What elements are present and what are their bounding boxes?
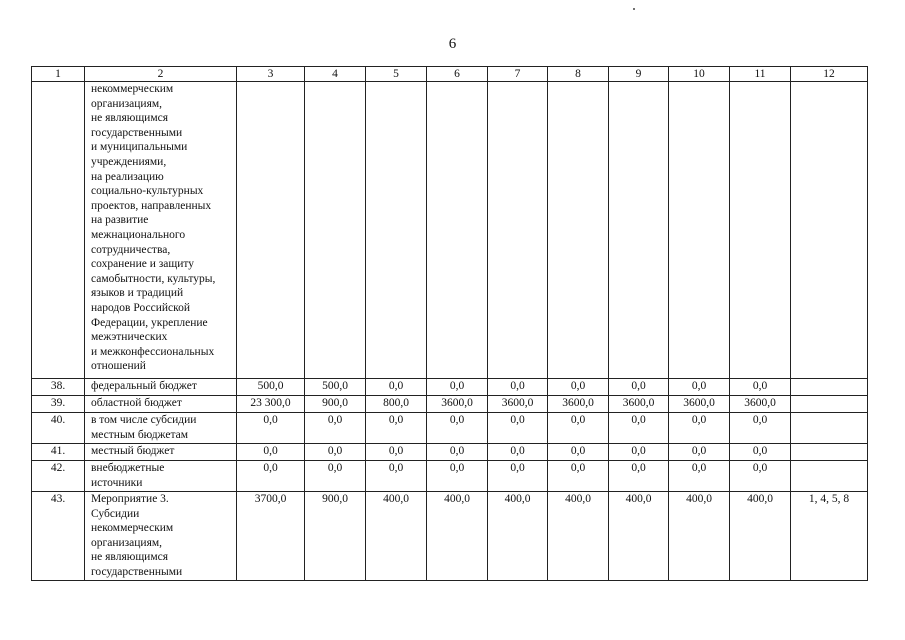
value-cell xyxy=(609,82,669,379)
header-cell: 11 xyxy=(730,67,791,82)
value-cell: 3700,0 xyxy=(237,492,305,581)
value-cell: 400,0 xyxy=(730,492,791,581)
reference-cell xyxy=(791,413,868,444)
row-number: 43. xyxy=(32,492,85,581)
value-cell: 400,0 xyxy=(669,492,730,581)
value-cell: 0,0 xyxy=(669,413,730,444)
header-cell: 9 xyxy=(609,67,669,82)
row-description: внебюджетные источники xyxy=(85,461,237,492)
row-description: федеральный бюджет xyxy=(85,379,237,396)
row-number: 41. xyxy=(32,444,85,461)
reference-cell xyxy=(791,444,868,461)
header-cell: 10 xyxy=(669,67,730,82)
value-cell xyxy=(366,82,427,379)
value-cell: 0,0 xyxy=(427,444,488,461)
table-row xyxy=(32,396,868,413)
value-cell: 0,0 xyxy=(548,413,609,444)
header-cell: 6 xyxy=(427,67,488,82)
header-cell: 7 xyxy=(488,67,548,82)
table-row xyxy=(32,444,868,461)
value-cell: 500,0 xyxy=(305,379,366,396)
value-cell xyxy=(305,82,366,379)
header-cell: 4 xyxy=(305,67,366,82)
table-header-row xyxy=(32,67,868,82)
value-cell: 400,0 xyxy=(488,492,548,581)
value-cell xyxy=(548,82,609,379)
value-cell: 0,0 xyxy=(366,444,427,461)
value-cell: 500,0 xyxy=(237,379,305,396)
header-cell: 3 xyxy=(237,67,305,82)
value-cell: 800,0 xyxy=(366,396,427,413)
row-description: местный бюджет xyxy=(85,444,237,461)
value-cell: 3600,0 xyxy=(730,396,791,413)
value-cell: 0,0 xyxy=(669,379,730,396)
value-cell: 0,0 xyxy=(366,461,427,492)
value-cell: 400,0 xyxy=(548,492,609,581)
table-row xyxy=(32,82,868,379)
value-cell xyxy=(237,82,305,379)
value-cell: 400,0 xyxy=(427,492,488,581)
value-cell: 0,0 xyxy=(548,461,609,492)
value-cell: 0,0 xyxy=(305,461,366,492)
reference-cell xyxy=(791,82,868,379)
value-cell: 0,0 xyxy=(669,461,730,492)
value-cell: 0,0 xyxy=(366,413,427,444)
header-cell: 2 xyxy=(85,67,237,82)
value-cell: 0,0 xyxy=(609,379,669,396)
value-cell: 3600,0 xyxy=(427,396,488,413)
table-row xyxy=(32,413,868,444)
value-cell: 0,0 xyxy=(488,379,548,396)
row-number: 42. xyxy=(32,461,85,492)
value-cell: 0,0 xyxy=(730,444,791,461)
value-cell: 0,0 xyxy=(488,461,548,492)
row-number: 40. xyxy=(32,413,85,444)
row-description: в том числе субсидии местным бюджетам xyxy=(85,413,237,444)
value-cell: 0,0 xyxy=(427,379,488,396)
value-cell: 0,0 xyxy=(730,379,791,396)
value-cell: 3600,0 xyxy=(488,396,548,413)
header-cell: 8 xyxy=(548,67,609,82)
header-cell: 1 xyxy=(32,67,85,82)
value-cell: 0,0 xyxy=(427,413,488,444)
value-cell: 3600,0 xyxy=(609,396,669,413)
value-cell: 400,0 xyxy=(609,492,669,581)
value-cell xyxy=(730,82,791,379)
row-description: некоммерческим организациям, не являющимся государственными и муниципальными учреждениями, на реализацию социально-культурных проектов, направленных на развитие межнационального сотрудничества, сохранение и защиту самобытности, культуры, языков и традиций народов Российской Федерации, укрепление межэтнических и межконфессиональных отношений xyxy=(85,82,237,379)
value-cell: 0,0 xyxy=(488,413,548,444)
value-cell: 900,0 xyxy=(305,492,366,581)
value-cell xyxy=(427,82,488,379)
value-cell: 900,0 xyxy=(305,396,366,413)
value-cell: 0,0 xyxy=(548,444,609,461)
value-cell: 3600,0 xyxy=(548,396,609,413)
value-cell: 0,0 xyxy=(609,413,669,444)
value-cell: 0,0 xyxy=(669,444,730,461)
value-cell: 3600,0 xyxy=(669,396,730,413)
value-cell: 0,0 xyxy=(427,461,488,492)
reference-cell xyxy=(791,461,868,492)
value-cell: 0,0 xyxy=(548,379,609,396)
header-cell: 5 xyxy=(366,67,427,82)
row-description: областной бюджет xyxy=(85,396,237,413)
row-number: 38. xyxy=(32,379,85,396)
value-cell: 0,0 xyxy=(366,379,427,396)
reference-cell xyxy=(791,396,868,413)
budget-table xyxy=(31,66,868,581)
value-cell: 23 300,0 xyxy=(237,396,305,413)
page-number: 6 xyxy=(448,36,457,52)
value-cell: 0,0 xyxy=(305,413,366,444)
value-cell: 0,0 xyxy=(730,413,791,444)
header-cell: 12 xyxy=(791,67,868,82)
value-cell: 0,0 xyxy=(237,444,305,461)
value-cell: 400,0 xyxy=(366,492,427,581)
table-row xyxy=(32,492,868,581)
value-cell: 0,0 xyxy=(237,461,305,492)
table-row xyxy=(32,461,868,492)
value-cell xyxy=(669,82,730,379)
scan-speck xyxy=(633,8,635,10)
reference-cell xyxy=(791,379,868,396)
value-cell: 0,0 xyxy=(609,444,669,461)
value-cell: 0,0 xyxy=(488,444,548,461)
value-cell: 0,0 xyxy=(730,461,791,492)
reference-cell: 1, 4, 5, 8 xyxy=(791,492,868,581)
value-cell: 0,0 xyxy=(237,413,305,444)
value-cell: 0,0 xyxy=(609,461,669,492)
value-cell xyxy=(488,82,548,379)
row-number xyxy=(32,82,85,379)
row-number: 39. xyxy=(32,396,85,413)
table-row xyxy=(32,379,868,396)
row-description: Мероприятие 3. Субсидии некоммерческим организациям, не являющимся государственными xyxy=(85,492,237,581)
value-cell: 0,0 xyxy=(305,444,366,461)
